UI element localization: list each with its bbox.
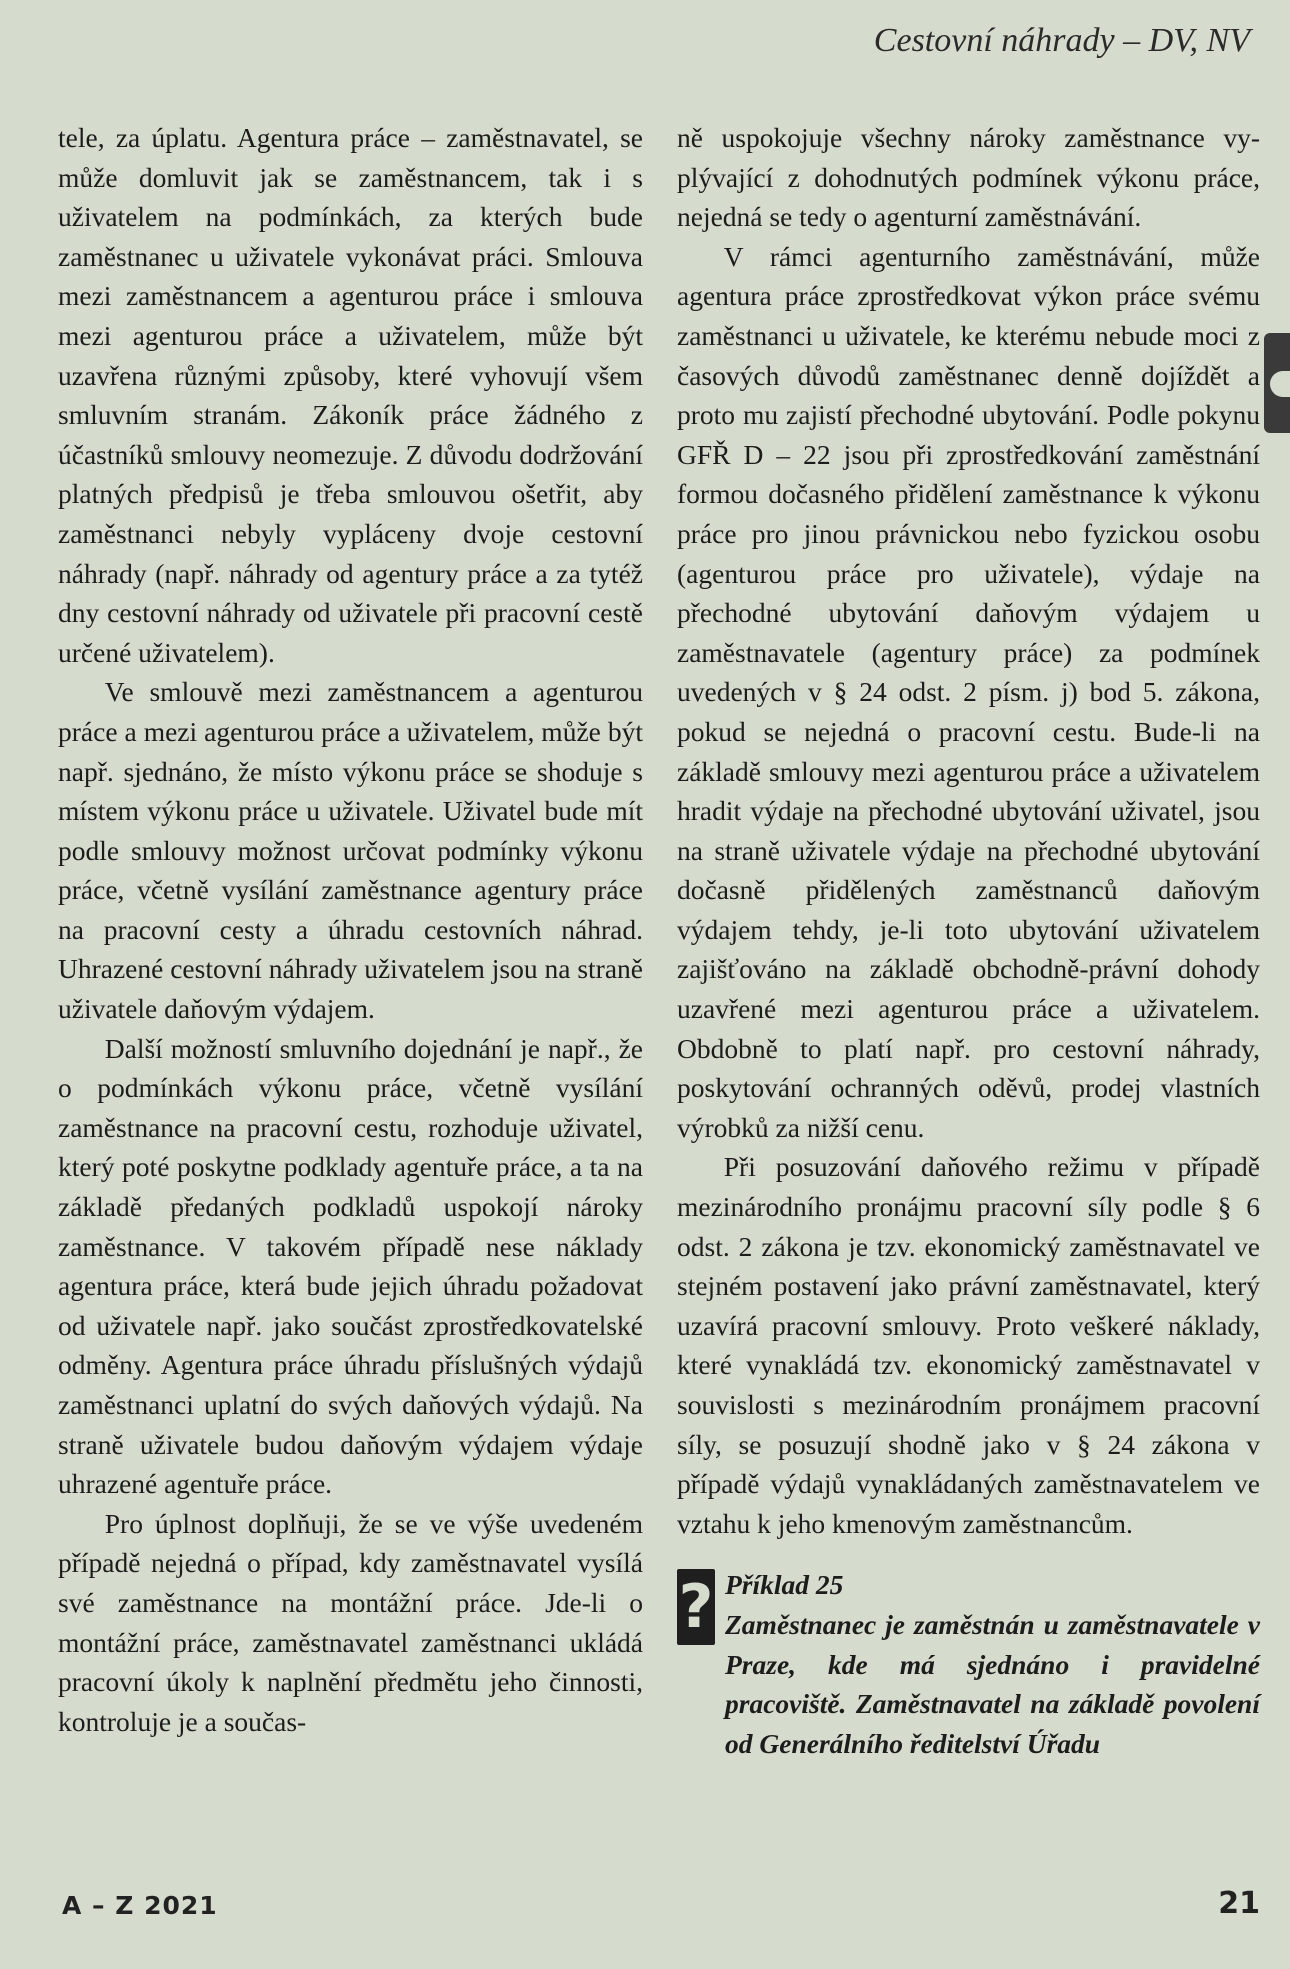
paragraph: ně uspokojuje všechny nároky zaměstnance vyplývající z dohodnutých podmínek výkonu práce, nejedná se tedy o agenturní zaměstnávání.	[677, 122, 1260, 233]
page-number: 21	[1218, 1886, 1260, 1921]
paragraph: tele, za úplatu. Agentura práce – zaměstnavatel, se může domluvit jak se zaměstnancem, tak i s uživatelem na podmínkách, za kterých bude zaměstnanec u uživatele vykonávat práci. Smlouva mezi zaměstnancem a agenturou práce i smlouva mezi agenturou práce a uživatelem, může být uzavřena různými způsoby, které vyhovují všem smluvním stranám. Zákoník práce žádného z účastníků smlouvy neomezuje. Z důvodu dodržování platných předpisů je třeba smlouvou ošetřit, aby zaměstnanci nebyly vypláceny dvoje cestovní náhrady (např. náhrady od agentury práce a za tytéž dny cestovní náhrady od uživatele při pracovní cestě určené uživatelem).	[58, 122, 643, 668]
example-title: Příklad 25	[725, 1569, 844, 1601]
paragraph: Pro úplnost doplňuji, že se ve výše uvedeném případě nejedná o případ, kdy zaměstnavatel vysílá své zaměstnance na montážní práce. Jde-li o montážní práce, zaměstnavatel zaměstnanci ukládá pracovní úkoly k naplnění předmětu jeho činnosti, kontroluje je a součas-	[58, 1507, 643, 1737]
paragraph: V rámci agenturního zaměstnávání, může agentura práce zprostředkovat výkon práce svému zaměstnanci u uživatele, ke kterému nebude moci z časových důvodů zaměstnanec denně dojíždět a proto mu zajistí přechodné ubytování. Podle pokynu GFŘ D – 22 jsou při zprostředkování zaměstnání formou dočasného přidělení zaměstnance k výkonu práce pro jinou právnickou nebo fyzickou osobu (agenturou práce pro uživatele), výdaje na přechodné ubytování daňovým výdajem u zaměstnavatele (agentury práce) za podmínek uvedených v § 24 odst. 2 písm. j) bod 5. zákona, pokud se nejedná o pracovní cestu. Bude-li na základě smlouvy mezi agenturou práce a uživatelem hradit výdaje na přechodné ubytování uživatel, jsou na straně uživatele výdaje na přechodné ubytování dočasně přidělených zaměstnanců daňovým výdajem tehdy, je-li toto ubytování uživatelem zajišťováno na základě obchodně-právní dohody uzavřené mezi agenturou práce a uživatelem. Obdobně to platí např. pro cestovní náhrady, poskytování ochranných oděvů, prodej vlastních výrobků za nižší cenu.	[677, 240, 1260, 1143]
publication-name: A – Z 2021	[62, 1891, 218, 1920]
example-text: Zaměstnanec je zaměstnán u zaměstnavatele v Praze, kde má sjednáno i pravidelné pracoviště. Zaměstnavatel na základě povolení od Generálního ředitelství Úřadu	[725, 1608, 1260, 1759]
paragraph: Další možností smluvního dojednání je např., že o podmínkách výkonu práce, včetně vysílání zaměstnance na pracovní cestu, rozhoduje uživatel, který poté poskytne podklady agentuře práce, a ta na základě předaných podkladů uspokojí nároky zaměstnance. V takovém případě nese náklady agentura práce, která bude jejich úhradu požadovat od uživatele např. jako součást zprostředkovatelské odměny. Agentura práce úhradu příslušných výdajů zaměstnanci uplatní do svých daňových výdajů. Na straně uživatele budou daňovým výdajem výdaje uhrazené agentuře práce.	[58, 1032, 643, 1500]
example-box	[677, 1565, 1260, 1763]
question-mark-icon: ?	[677, 1569, 715, 1645]
right-column	[677, 118, 1260, 1763]
running-header: Cestovní náhrady – DV, NV	[873, 22, 1250, 59]
paragraph: Při posuzování daňového režimu v případě mezinárodního pronájmu pracovní síly podle § 6 odst. 2 zákona je tzv. ekonomický zaměstnavatel ve stejném postavení jako právní zaměstnavatel, který uzavírá pracovní smlouvy. Proto veškeré náklady, které vynakládá tzv. ekonomický zaměstnavatel v souvislosti s mezinárodním pronájmem pracovní síly, se posuzují shodně jako v § 24 zákona v případě výdajů vynakládaných zaměstnavatelem ve vztahu k jeho kmenovým zaměstnancům.	[677, 1151, 1260, 1539]
section-tab-marker	[1264, 333, 1290, 433]
left-column	[58, 118, 643, 1741]
paragraph: Ve smlouvě mezi zaměstnancem a agenturou práce a mezi agenturou práce a uživatelem, může být např. sjednáno, že místo výkonu práce se shoduje s místem výkonu práce u uživatele. Uživatel bude mít podle smlouvy možnost určovat podmínky výkonu práce, včetně vysílání zaměstnance agentury práce na pracovní cesty a úhradu cestovních náhrad. Uhrazené cestovní náhrady uživatelem jsou na straně uživatele daňovým výdajem.	[58, 676, 643, 1025]
